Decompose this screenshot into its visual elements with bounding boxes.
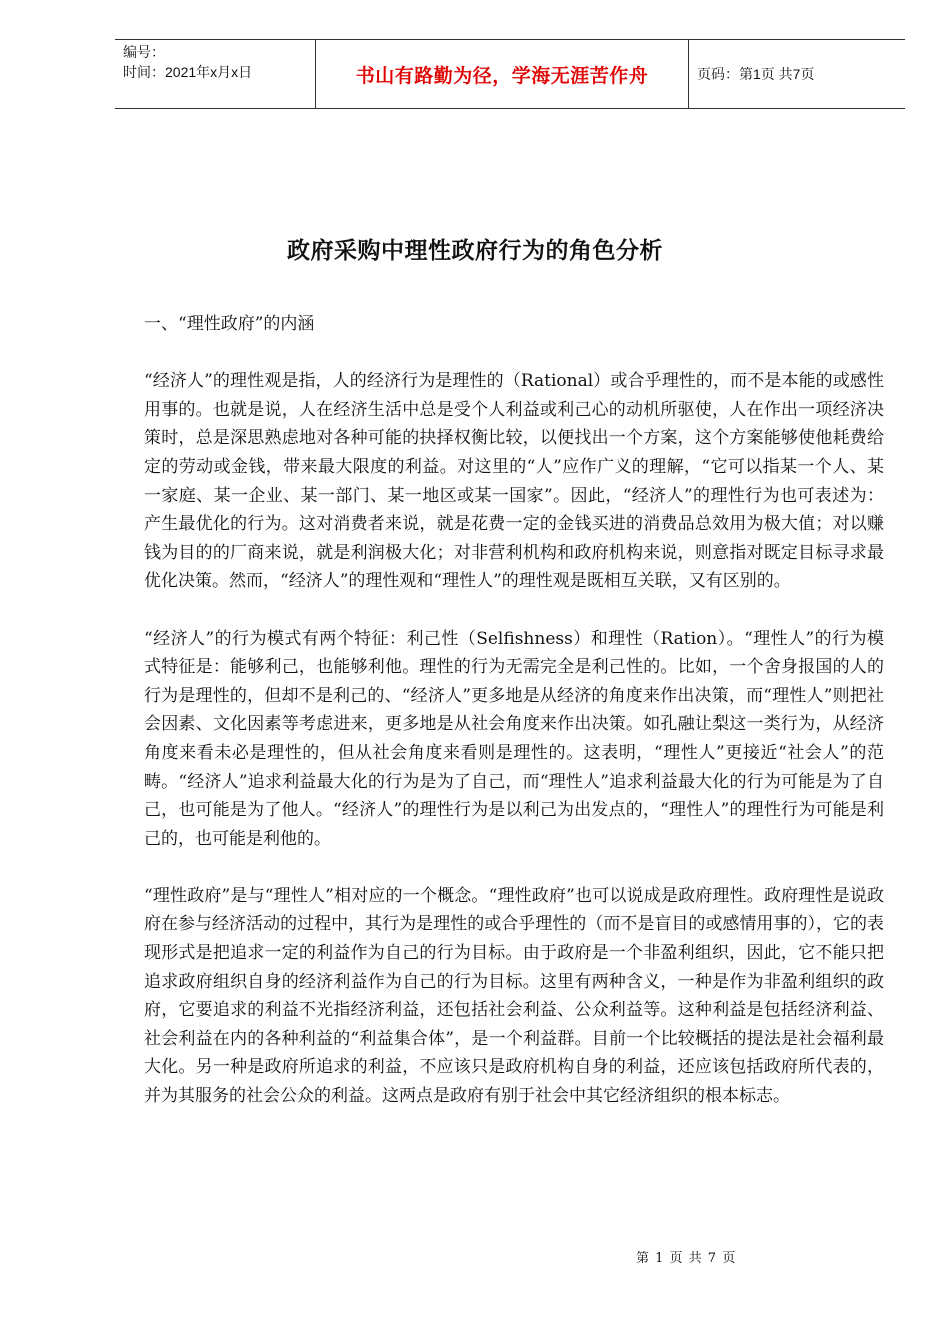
header-meta: [115, 40, 315, 108]
page-header: [115, 39, 905, 109]
time-label: 时间：2021年x月x日: [123, 64, 253, 80]
paragraph: “经济人”的理性观是指，人的经济行为是理性的（Rational）或合乎理性的，而不是本能的或感性用事的。也就是说，人在经济生活中总是受个人利益或利己心的动机所驱使，人在作出一项经济决策时，总是深思熟虑地对各种可能的抉择权衡比较，以便找出一个方案，这个方案能够使他耗费给定的劳动或金钱，带来最大限度的利益。对这里的“人”应作广义的理解，“它可以指某一个人、某一家庭、某一企业、某一部门、某一地区或某一国家”。因此，“经济人”的理性行为也可表述为：产生最优化的行为。这对消费者来说，就是花费一定的金钱买进的消费品总效用为极大值；对以赚钱为目的的厂商来说，就是利润极大化；对非营利机构和政府机构来说，则意指对既定目标寻求最优化决策。然而，“经济人”的理性观和“理性人”的理性观是既相互关联，又有区别的。: [144, 371, 884, 592]
serial-number-label: 编号：: [123, 44, 165, 60]
paragraph: “理性政府”是与“理性人”相对应的一个概念。“理性政府”也可以说成是政府理性。政府理性是说政府在参与经济活动的过程中，其行为是理性的或合乎理性的（而不是盲目的或感情用事的），它的表现形式是把追求一定的利益作为自己的行为目标。由于政府是一个非盈利组织，因此，它不能只把追求政府组织自身的经济利益作为自己的行为目标。这里有两种含义，一种是作为非盈利组织的政府，它要追求的利益不光指经济利益，还包括社会利益、公众利益等。这种利益是包括经济利益、社会利益在内的各种利益的“利益集合体”，是一个利益群。目前一个比较概括的提法是社会福利最大化。另一种是政府所追求的利益，不应该只是政府机构自身的利益，还应该包括政府所代表的，并为其服务的社会公众的利益。这两点是政府有别于社会中其它经济组织的根本标志。: [144, 885, 884, 1107]
paragraph: “经济人”的行为模式有两个特征：利己性（Selfishness）和理性（Ration）。“理性人”的行为模式特征是：能够利己，也能够利他。理性的行为无需完全是利己性的。比如，一个舍身报国的人的行为是理性的，但却不是利己的、“经济人”更多地是从经济的角度来作出决策，而“理性人”则把社会因素、文化因素等考虑进来，更多地是从社会角度来作出决策。如孔融让梨这一类行为，从经济角度来看未必是理性的，但从社会角度来看则是理性的。这表明，“理性人”更接近“社会人”的范畴。“经济人”追求利益最大化的行为是为了自己，而“理性人”追求利益最大化的行为可能是为了自己，也可能是为了他人。“经济人”的理性行为是以利己为出发点的，“理性人”的理性行为可能是利己的，也可能是利他的。: [144, 628, 884, 849]
document-body: [144, 310, 884, 1139]
header-motto-cell: [315, 40, 689, 108]
document-title: 政府采购中理性政府行为的角色分析: [287, 237, 663, 264]
section-heading: 一、“理性政府”的内涵: [144, 314, 315, 334]
header-page-info-cell: [689, 40, 905, 108]
header-page-info: 页码：第1页 共7页: [697, 66, 815, 82]
header-motto: 书山有路勤为径，学海无涯苦作舟: [355, 64, 649, 87]
page-footer-number: 第 1 页 共 7 页: [636, 1251, 737, 1266]
